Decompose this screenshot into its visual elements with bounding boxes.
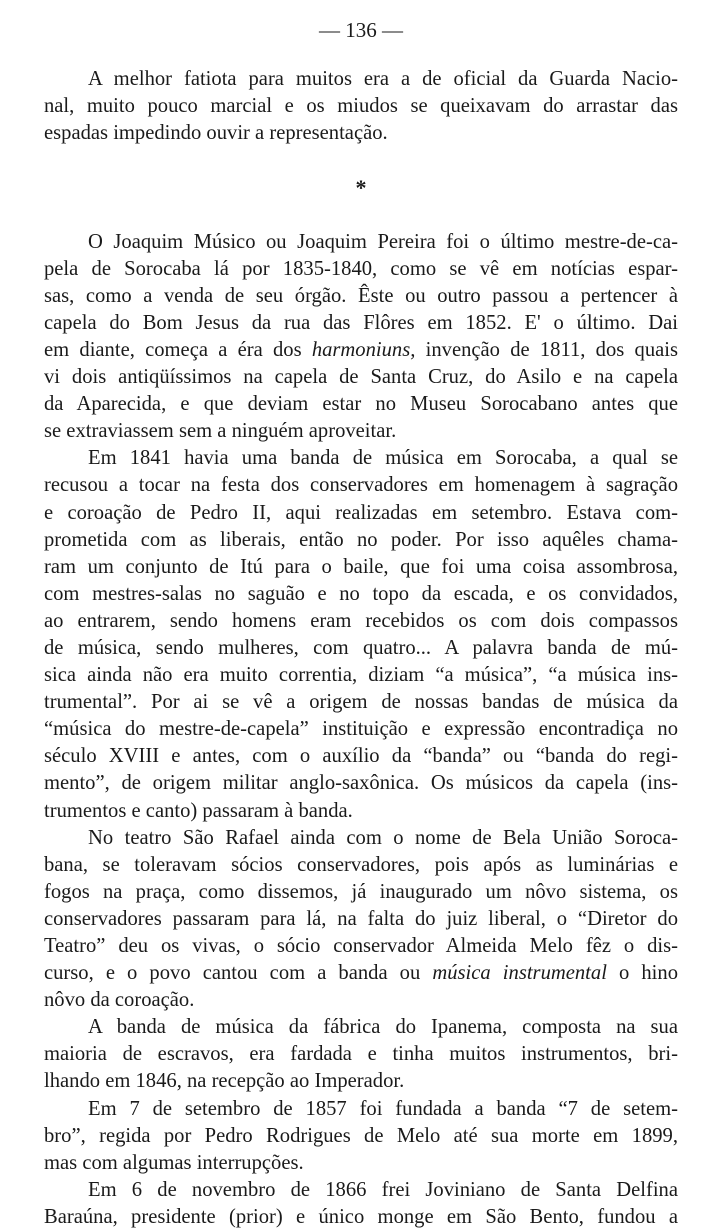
text-line: A melhor fatiota para muitos era a de oficial da Guarda Nacio- <box>88 68 678 90</box>
blank-line <box>44 201 678 228</box>
text-line: O Joaquim Músico ou Joaquim Pereira foi o último mestre-de-ca- <box>88 230 678 253</box>
text-line: vi dois antiqüíssimos na capela de Santa Cruz, do Asilo e na capela <box>44 366 678 389</box>
text-line: Em 7 de setembro de 1857 foi fundada a banda “7 de setem- <box>88 1097 678 1120</box>
text-line: nal, muito pouco marcial e os miudos se queixavam do arrastar das <box>44 95 678 118</box>
page-number: — 136 — <box>319 18 403 42</box>
text-line: se extraviassem sem a ninguém aproveitar. <box>44 420 397 443</box>
text-line: bro”, regida por Pedro Rodrigues de Melo até sua morte em 1899, <box>44 1124 678 1147</box>
text-line: em diante, começa a éra dos harmoniuns, invenção de 1811, dos quais <box>44 338 678 361</box>
italic-term: harmoniuns, <box>311 338 416 361</box>
text-line: sica ainda não era muito correntia, diziam “a música”, “a música ins- <box>44 664 678 687</box>
text-line: e coroação de Pedro II, aqui realizadas em setembro. Estava com- <box>44 501 678 524</box>
text-line: espadas impedindo ouvir a representação. <box>44 122 388 145</box>
text-line: de música, sendo mulheres, com quatro... A palavra banda de mú- <box>44 636 678 659</box>
section-separator: * <box>355 175 367 201</box>
text-line: trumentos e canto) passaram à banda. <box>44 799 353 822</box>
text-line: com mestres-salas no saguão e no topo da escada, e os convidados, <box>44 582 678 605</box>
body-text <box>44 66 678 1231</box>
blank-line <box>44 147 678 174</box>
text-line: lhando em 1846, na recepção ao Imperador. <box>44 1070 405 1093</box>
text-line: Em 6 de novembro de 1866 frei Joviniano de Santa Delfina <box>88 1178 678 1201</box>
text-line: maioria de escravos, era fardada e tinha muitos instrumentos, bri- <box>44 1043 678 1066</box>
text-line: mas com algumas interrupções. <box>44 1151 304 1174</box>
text-line: da Aparecida, e que deviam estar no Museu Sorocabano antes que <box>44 393 678 416</box>
text-line: bana, se toleravam sócios conservadores, pois após as luminárias e <box>44 853 678 876</box>
text-line: pela de Sorocaba lá por 1835-1840, como se vê em notícias espar- <box>44 257 678 280</box>
text-line: fogos na praça, como dissemos, já inaugurado um nôvo sistema, os <box>44 880 678 903</box>
text-line: “música do mestre-de-capela” instituição e expressão encontradiça no <box>44 718 678 741</box>
text-line: curso, e o povo cantou com a banda ou música instrumental o hino <box>44 962 678 985</box>
text-line: prometida com as liberais, então no poder. Por isso aquêles chama- <box>44 528 678 551</box>
text-line: Baraúna, presidente (prior) e único monge em São Bento, fundou a <box>44 1205 678 1228</box>
text-line: A banda de música da fábrica do Ipanema, composta na sua <box>88 1016 678 1039</box>
text-line: sas, como a venda de seu órgão. Êste ou outro passou a pertencer à <box>44 284 678 307</box>
text-line: No teatro São Rafael ainda com o nome de Bela União Soroca- <box>88 826 678 849</box>
text-line: nôvo da coroação. <box>44 989 195 1012</box>
text-line: recusou a tocar na festa dos conservadores em homenagem à sagração <box>44 474 678 497</box>
text-line: capela do Bom Jesus da rua das Flôres em 1852. E' o último. Dai <box>44 311 678 334</box>
text-line: conservadores passaram para lá, na falta do juiz liberal, o “Diretor do <box>44 907 678 930</box>
text-line: mento”, de origem militar anglo-saxônica. Os músicos da capela (ins- <box>44 772 678 795</box>
text-line: ao entrarem, sendo homens eram recebidos os com dois compassos <box>44 609 678 632</box>
text-line: Em 1841 havia uma banda de música em Sorocaba, a qual se <box>88 447 678 470</box>
text-line: século XVIII e antes, com o auxílio da “banda” ou “banda do regi- <box>44 745 678 768</box>
text-line: ram um conjunto de Itú para o baile, que foi uma coisa assombrosa, <box>44 555 678 578</box>
text-line: trumental”. Por ai se vê a origem de nossas bandas de música da <box>44 691 678 714</box>
text-line: Teatro” deu os vivas, o sócio conservador Almeida Melo fêz o dis- <box>44 935 678 957</box>
italic-term: música instrumental <box>432 962 607 985</box>
